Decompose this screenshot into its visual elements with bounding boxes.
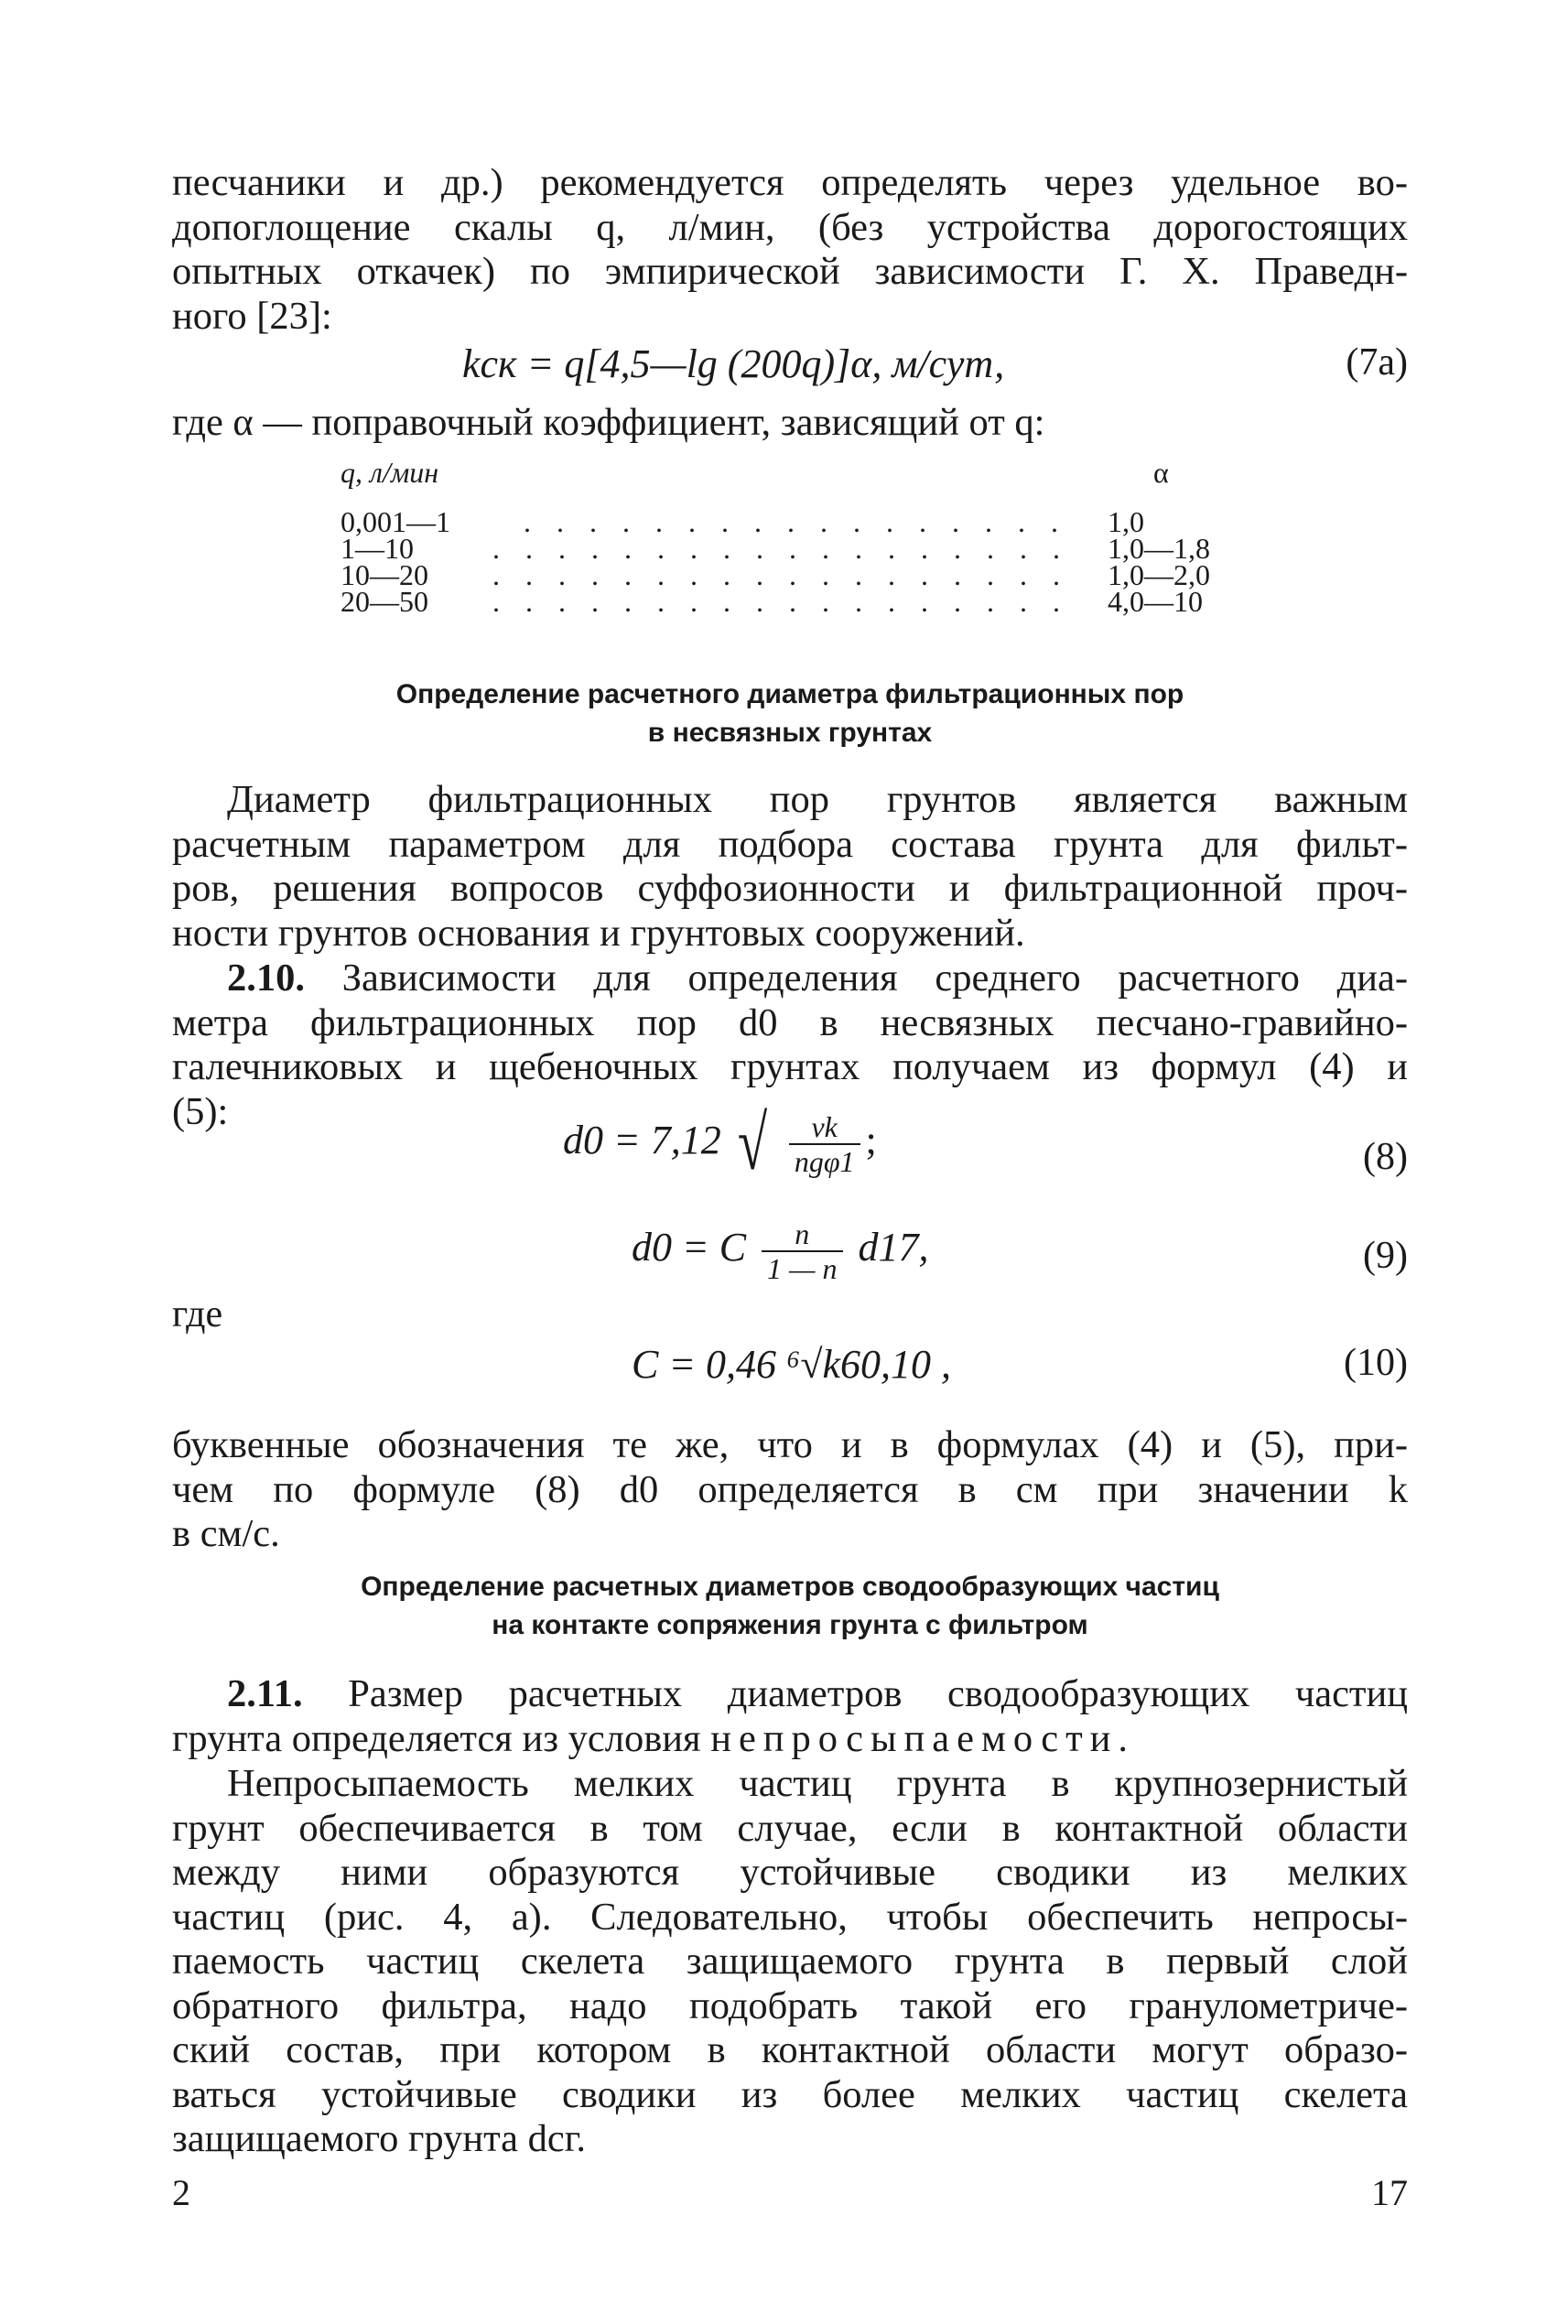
table-cell-q: 1—10 bbox=[341, 532, 414, 565]
text-fragment: Размер расчетных диаметров сводообразующих частиц bbox=[302, 1672, 1408, 1715]
text-fragment: грунта определяется из условия bbox=[172, 1716, 711, 1760]
spaced-term: непросыпаемости. bbox=[710, 1716, 1136, 1760]
numerator: νk bbox=[789, 1110, 860, 1145]
heading-line: на контакте сопряжения грунта с фильтром bbox=[492, 1610, 1088, 1640]
table-header-alpha: α bbox=[1153, 456, 1169, 489]
clause-number: 2.10. bbox=[227, 957, 305, 1000]
text-line: (5): bbox=[172, 1089, 229, 1133]
formula-tail: ; bbox=[865, 1118, 877, 1163]
paragraph-notation bbox=[172, 1423, 1408, 1557]
formula-9-lhs: d0 = C bbox=[632, 1225, 747, 1270]
section-heading-pores bbox=[172, 676, 1408, 752]
text-line bbox=[172, 1672, 1408, 1717]
table-cell-alpha: 1,0—1,8 bbox=[1108, 532, 1210, 565]
text-line: ский состав, при котором в контактной области могут образо- bbox=[172, 2028, 1408, 2071]
heading-line: в несвязных грунтах bbox=[647, 718, 933, 748]
leader-dots: . . . . . . . . . . . . . . . . . . bbox=[492, 558, 1069, 591]
formula-7a-text: kск = q[4,5—lg (200q)]α, м/сут, bbox=[462, 341, 1005, 386]
section-heading-arching bbox=[172, 1568, 1408, 1645]
equation-number-7a: (7a) bbox=[1346, 341, 1408, 384]
leader-dots: . . . . . . . . . . . . . . . . . . bbox=[492, 532, 1069, 565]
text-line: грунт обеспечивается в том случае, если в контактной области bbox=[172, 1806, 1408, 1850]
text-line: в см/с. bbox=[172, 1512, 280, 1555]
text-line bbox=[172, 1717, 1408, 1762]
text-line: ности грунтов основания и грунтовых сооружений. bbox=[172, 911, 1025, 955]
equation-number-9: (9) bbox=[1363, 1235, 1408, 1277]
table-cell-alpha: 1,0 bbox=[1108, 505, 1144, 538]
text-line: метра фильтрационных пор d0 в несвязных песчано-гравийно- bbox=[172, 1000, 1408, 1044]
table-cell-alpha: 4,0—10 bbox=[1108, 585, 1203, 618]
formula-tail: d17, bbox=[858, 1225, 929, 1270]
fraction bbox=[762, 1217, 842, 1285]
table-header-q bbox=[341, 456, 439, 489]
text-line: опытных откачек) по эмпирической зависимости Г. Х. Праведн- bbox=[172, 250, 1408, 293]
clause-number: 2.11. bbox=[227, 1672, 303, 1715]
leader-dots: . . . . . . . . . . . . . . . . . bbox=[524, 505, 1067, 538]
paragraph-non-spilling bbox=[172, 1762, 1408, 2162]
where-alpha-line bbox=[172, 401, 1408, 446]
where-label: где bbox=[172, 1293, 223, 1335]
text-line: буквенные обозначения те же, что и в формулах (4) и (5), при- bbox=[172, 1423, 1408, 1466]
text-line: песчаники и др.) рекомендуется определять через удельное во- bbox=[172, 161, 1408, 204]
formula-7a bbox=[462, 340, 1004, 387]
text-line: галечниковых и щебеночных грунтах получаем из формул (4) и bbox=[172, 1045, 1408, 1088]
text-line: паемость частиц скелета защищаемого грунта в первый слой bbox=[172, 1940, 1408, 1983]
denominator: 1 — n bbox=[767, 1252, 838, 1285]
formula-10-text: C = 0,46 ⁶√k60,10 , bbox=[632, 1342, 952, 1387]
text-line: Диаметр фильтрационных пор грунтов является важным bbox=[227, 778, 1408, 821]
formula-9 bbox=[632, 1217, 929, 1285]
text-line: ваться устойчивые сводики из более мелких частиц скелета bbox=[172, 2072, 1408, 2116]
formula-8 bbox=[563, 1101, 877, 1186]
formula-10 bbox=[632, 1341, 951, 1388]
table-cell-q: 0,001—1 bbox=[341, 505, 450, 538]
equation-number-8: (8) bbox=[1363, 1136, 1408, 1178]
text-line: защищаемого грунта dсг. bbox=[172, 2117, 587, 2160]
equation-number-10: (10) bbox=[1344, 1342, 1408, 1384]
text-line: расчетным параметром для подбора состава грунта для фильт- bbox=[172, 822, 1408, 866]
text-fragment: Зависимости для определения среднего расчетного диа- bbox=[305, 957, 1408, 1000]
fraction bbox=[789, 1110, 860, 1178]
text-line bbox=[172, 957, 1408, 1001]
heading-line: Определение расчетного диаметра фильтрационных пор bbox=[395, 679, 1184, 709]
text-line: допоглощение скалы q, л/мин, (без устройства дорогостоящих bbox=[172, 205, 1408, 249]
table-cell-q: 20—50 bbox=[341, 585, 428, 618]
text-line: чем по формуле (8) d0 определяется в см при значении k bbox=[172, 1467, 1408, 1511]
text-line: частиц (рис. 4, а). Следовательно, чтобы обеспечить непросы- bbox=[172, 1895, 1408, 1939]
table-row bbox=[341, 585, 428, 618]
sqrt-sign: √ bbox=[737, 1101, 767, 1186]
header-q-text: q, л/мин bbox=[341, 456, 439, 489]
numerator: n bbox=[762, 1217, 842, 1252]
heading-line: Определение расчетных диаметров сводообразующих частиц bbox=[361, 1572, 1219, 1602]
text-line: ров, решения вопросов суффозионности и фильтрационной проч- bbox=[172, 867, 1408, 910]
text-line: между ними образуются устойчивые сводики из мелких bbox=[172, 1851, 1408, 1894]
text-line: ного [23]: bbox=[172, 294, 332, 338]
signature-mark: 2 bbox=[172, 2172, 190, 2213]
paragraph-pore-diameter bbox=[172, 778, 1408, 956]
table-cell-alpha: 1,0—2,0 bbox=[1108, 558, 1210, 591]
text-line: Непросыпаемость мелких частиц грунта в крупнозернистый bbox=[227, 1762, 1408, 1805]
page-number: 17 bbox=[1371, 2172, 1408, 2213]
formula-8-lhs: d0 = 7,12 bbox=[563, 1118, 721, 1163]
text-line: обратного фильтра, надо подобрать такой его гранулометриче- bbox=[172, 1984, 1408, 2027]
paragraph-intro bbox=[172, 161, 1408, 339]
table-cell-q: 10—20 bbox=[341, 558, 428, 591]
paragraph-2-11 bbox=[172, 1672, 1408, 1761]
denominator: ngφ1 bbox=[794, 1145, 855, 1178]
leader-dots: . . . . . . . . . . . . . . . . . . bbox=[492, 585, 1069, 618]
text-line: где α — поправочный коэффициент, зависящий от q: bbox=[172, 401, 1045, 444]
